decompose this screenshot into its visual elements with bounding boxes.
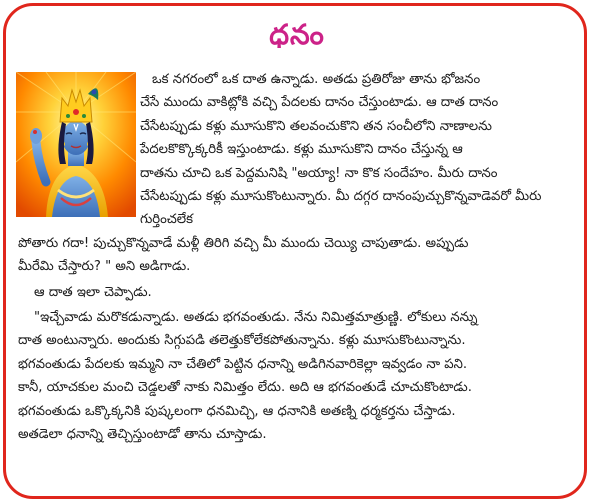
paragraph-1: ఒక నగరంలో ఒక దాత ఉన్నాడు. అతడు ప్రతిరోజు తాను భోజనం చేసే ముందు వాకిట్లోకి వచ్చి పేదలకు దానం చేస్తుంటాడు. ఆ దాత దానం చేసేటప్పుడు కళ్లు మూసుకొని తలవంచుకొని తన సంచీలోని నాణాలను పేదలకొక్కొక్కరికీ ఇస్తుంటాడు. కళ్లు మూసుకొని దానం చేస్తున్న ఆ దాతను చూచి ఒక పెద్దమనిషి "అయ్యా! నా కొక సందేహం. మీరు దానం చేసేటప్పుడు కళ్లు మూసుకొంటున్నారు. మీ దగ్గర దానంపుచ్చుకొన్నవాడెవరో మీరు గుర్తించలేక పోతారు గదా! పుచ్చుకొన్నవాడే మళ్లీ తిరిగి వచ్చి మీ ముందు చెయ్యి చాపుతాడు. అప్పుడు మీరేమి చేస్తారు? " అని అడిగాడు. [18,72,542,275]
article-body [18,68,566,447]
paragraph-2: ఆ దాత ఇలా చెప్పాడు. [34,284,152,300]
paragraph-3: "ఇచ్చేవాడు మరొకడున్నాడు. అతడు భగవంతుడు. నేను నిమిత్తమాత్రుణ్ణి. లోకులు నన్ను దాత అంటున్నారు. అందుకు సిగ్గుపడి తలెత్తుకోలేకపోతున్నాను. కళ్లు మూసుకొంటున్నాను. భగవంతుడు పేదలకు ఇమ్మని నా చేతిలో పెట్టిన ధనాన్ని అడిగినవారికెల్లా ఇవ్వడం నా పని. కానీ, యాచకుల మంచి చెడ్డలతో నాకు నిమిత్తం లేదు. అది ఆ భగవంతుడే చూచుకొంటాడు. భగవంతుడు ఒక్కొక్కనికి పుష్కలంగా ధనమిచ్చి, ఆ ధనానికి అతణ్ని ధర్మకర్తను చేస్తాడు. అతడెలా ధనాన్ని తెచ్చిస్తుంటాడో తాను చూస్తాడు. [18,310,478,443]
image-spacer [18,68,140,215]
page-title: ధనం [269,18,325,51]
